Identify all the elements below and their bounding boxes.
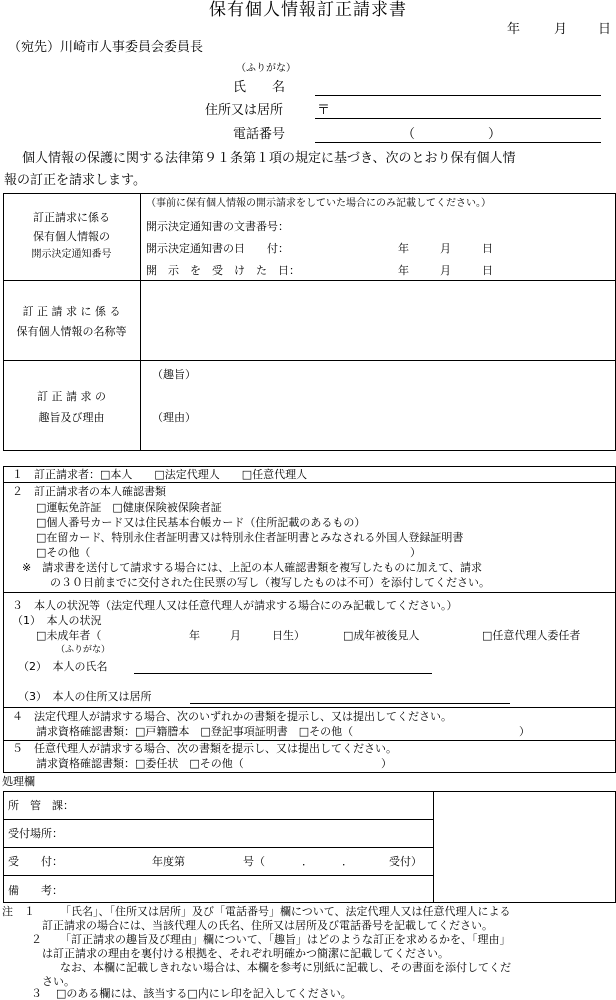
postal-mark: 〒	[317, 103, 331, 118]
note-2-line-a: 「訂正請求の趣旨及び理由」欄について、「趣旨」はどのような訂正を求めるかを、「理由」	[60, 933, 511, 946]
adult-ward-option: □成年被後見人	[343, 629, 420, 642]
note-3-label: ３	[31, 987, 42, 1000]
received-date-year: 年	[398, 264, 409, 277]
section4-line-2: 請求資格確認書類：□戸籍謄本 □登記事項証明書 □その他（	[36, 725, 354, 738]
section4-line-1: ４ 法定代理人が請求する場合、次のいずれかの書類を提示し、又は提出してください。	[12, 710, 452, 723]
row1-label-3: 開示決定通知番号	[31, 249, 112, 260]
section2-heading: ２ 訂正請求者の本人確認書類	[12, 485, 166, 498]
section2-item-1: □運転免許証 □健康保険被保険者証	[36, 501, 222, 514]
processing-row-line-3	[3, 875, 433, 876]
note-1-label: 注 １	[2, 905, 35, 918]
notice-date-month: 月	[440, 242, 451, 255]
section2-item-4: □その他（	[36, 546, 91, 559]
note-1-line-b: 訂正請求の場合には、当該代理人の氏名、住所又は居所及び電話番号を記載してください。	[42, 919, 493, 932]
row3-label-2: 趣旨及び理由	[38, 411, 105, 424]
note-2-label: ２	[31, 933, 42, 946]
phone-paren-open: （	[402, 127, 416, 142]
received-date-day: 日	[482, 264, 493, 277]
row2-label-2: 保有個人情報の名称等	[16, 325, 127, 338]
section4-line-2-close: ）	[519, 725, 530, 738]
principal-address-underline	[190, 703, 510, 704]
section3-heading: ３ 本人の状況等（法定代理人又は任意代理人が請求する場合にのみ記載してください。）	[12, 599, 458, 612]
applicant-phone-label: 電話番号	[233, 127, 286, 142]
received-date-month: 月	[440, 264, 451, 277]
row3-label-1: 訂 正 請 求 の	[37, 390, 106, 403]
processing-fiscal-label: 年度第	[152, 855, 185, 868]
notice-date-year: 年	[398, 242, 409, 255]
processing-row-line-1	[3, 819, 433, 820]
note-2-line-c: なお、本欄に記載しきれない場合は、本欄を参考に別紙に記載し、その書面を添付してくだ	[60, 961, 511, 974]
section2-item-4-close: ）	[410, 546, 421, 559]
name-underline	[315, 95, 601, 96]
phone-paren-close: ）	[488, 127, 502, 142]
intro-line-2: 報の訂正を請求します。	[4, 173, 146, 188]
minor-day: 日生）	[272, 629, 305, 642]
processing-accepted-label: 受付）	[389, 855, 422, 868]
section2-note-2: の３０日前までに交付された住民票の写し（複写したものは不可）を添付してください。	[50, 576, 490, 589]
request-table-divider	[140, 193, 141, 451]
section5-line-1: ５ 任意代理人が請求する場合、次の書類を提示し、又は提出してください。	[12, 742, 397, 755]
processing-divider	[433, 791, 434, 903]
purpose-label: （趣旨）	[152, 368, 196, 381]
section-line-1	[3, 482, 616, 483]
section3-furigana: （ふりがな）	[56, 645, 111, 655]
date-year: 年	[507, 22, 521, 37]
note-3-text: □のある欄には、該当する□内にレ印を記入してください。	[56, 987, 352, 1000]
date-day: 日	[598, 22, 612, 37]
section2-item-3: □在留カード、特別永住者証明書又は特別永住者証明書とみなされる外国人登録証明書	[36, 531, 464, 544]
processing-dot-2: ．	[342, 855, 353, 868]
address-underline	[315, 118, 601, 119]
delegator-option: □任意代理人委任者	[482, 629, 581, 642]
section2-item-2: □個人番号カード又は住民基本台帳カード（住所記載のあるもの）	[36, 516, 366, 529]
note-2-line-b: は訂正請求の理由を裏付ける根拠を、それぞれ明確かつ簡潔に記載してください。	[42, 947, 449, 960]
processing-remarks-label: 備 考：	[8, 884, 63, 897]
processing-number-label: 号（	[243, 855, 265, 868]
minor-month: 月	[230, 629, 241, 642]
section5-line-2: 請求資格確認書類：□委任状 □その他（	[36, 757, 244, 770]
note-1-line-a: 「氏名」、「住所又は居所」及び「電話番号」欄について、法定代理人又は任意代理人による	[60, 905, 511, 918]
notice-date-label: 開示決定通知書の日 付：	[146, 242, 289, 255]
phone-underline	[315, 142, 601, 143]
notice-doc-number-label: 開示決定通知書の文書番号：	[146, 220, 289, 233]
request-table-row-line-1	[3, 280, 616, 281]
minor-year: 年	[189, 629, 200, 642]
row1-label-1: 訂正請求に係る	[33, 211, 110, 224]
intro-line-1: 個人情報の保護に関する法律第９１条第１項の規定に基づき、次のとおり保有個人情	[22, 151, 516, 166]
section-line-2	[3, 592, 616, 593]
page-title: 保有個人情報訂正請求書	[209, 0, 407, 20]
processing-heading: 処理欄	[2, 775, 35, 788]
applicant-furigana-label: （ふりがな）	[236, 63, 296, 74]
processing-accept-label: 受 付：	[8, 855, 63, 868]
reason-label: （理由）	[152, 411, 196, 424]
notice-date-day: 日	[482, 242, 493, 255]
date-month: 月	[554, 22, 568, 37]
note-2-line-d: さい。	[42, 975, 75, 988]
addressee: （宛先）川崎市人事委員会委員長	[8, 40, 204, 55]
section-line-4	[3, 740, 616, 741]
received-date-label: 開 示 を 受 け た 日：	[146, 264, 300, 277]
principal-name-underline	[134, 673, 432, 674]
processing-dept-label: 所 管 課：	[8, 799, 74, 812]
row1-label-2: 保有個人情報の	[33, 230, 110, 243]
processing-reception-label: 受付場所：	[8, 827, 63, 840]
section3-sub-3: （3） 本人の住所又は居所	[18, 690, 152, 703]
applicant-address-label: 住所又は居所	[205, 103, 284, 118]
request-table-row-line-2	[3, 360, 616, 361]
processing-row-line-2	[3, 847, 433, 848]
processing-dot-1: ．	[302, 855, 313, 868]
section2-note-1: ※ 請求書を送付して請求する場合には、上記の本人確認書類を複写したものに加えて、請求	[22, 561, 482, 574]
section-line-3	[3, 707, 616, 708]
section5-line-2-close: ）	[381, 757, 392, 770]
section3-sub-1: （1） 本人の状況	[12, 614, 102, 627]
section1-text: １ 訂正請求者：□本人 □法定代理人 □任意代理人	[12, 468, 308, 481]
section3-sub-2: （2） 本人の氏名	[18, 660, 108, 673]
row1-note: （事前に保有個人情報の開示請求をしていた場合にのみ記載してください。）	[146, 198, 491, 209]
applicant-name-label: 氏 名	[233, 80, 286, 95]
minor-option: □未成年者（	[36, 629, 102, 642]
row2-label-1: 訂 正 請 求 に 係 る	[22, 305, 121, 318]
